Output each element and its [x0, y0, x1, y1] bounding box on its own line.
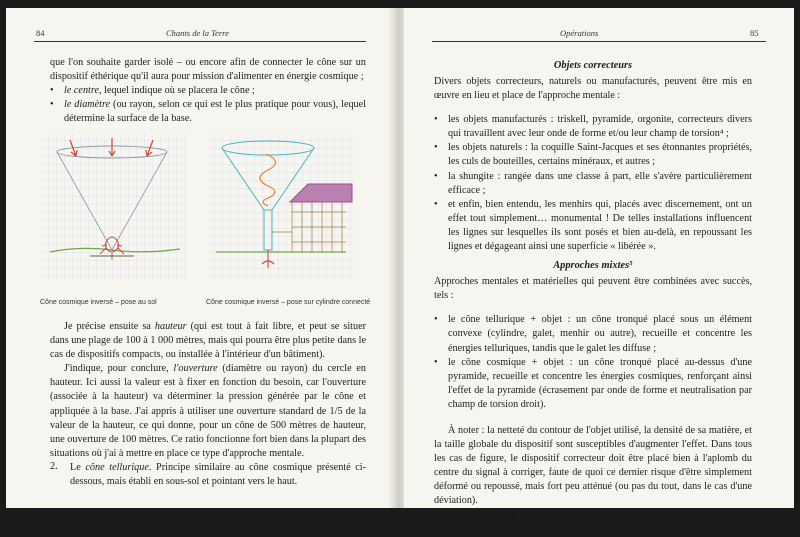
body-text-block: [50, 320, 366, 461]
figure-cone-ground: [40, 132, 190, 282]
term: cône tellurique: [85, 462, 149, 473]
list-item: [50, 84, 366, 98]
bullet-glyph: •: [434, 198, 438, 210]
list-item: [434, 170, 752, 198]
list-item-text: les objets manufacturés : triskell, pyramide, orgonite, correcteurs divers qui travaillent avec leur onde de forme et/ou leur champ de torsion⁴ ;: [448, 114, 752, 140]
list-item: [434, 141, 752, 169]
running-head: Opérations: [560, 28, 599, 38]
text-span: Je précise ensuite sa: [64, 321, 155, 332]
top-text-block: [50, 56, 366, 126]
figure-caption: Cône cosmique inversé – pose sur cylindre connecté: [206, 299, 371, 306]
paragraph: Ces déviations peuvent, du reste, dans certains cas de figure, être intentionnelles et valablement servir l'objectif d'harmonisation.: [434, 509, 752, 535]
list-item-text: et enfin, bien entendu, les menhirs qui, placés avec discernement, ont un effet tout simplement… monumental ! De telles installations influencent les lignes sur lesquelles ils sont posés et bien au-delà, en repoussant les lignes et dégageant ainsi une superficie « libérée ».: [448, 198, 752, 253]
section-heading: Approches mixtes⁵: [553, 260, 633, 272]
bullet-glyph: •: [434, 114, 438, 126]
list-item-text: (ou rayon, selon ce qui est le plus pratique pour vous), lequel détermine la surface de la base.: [64, 99, 366, 125]
text-span: (qui est tout à fait libre, et peut se situer dans une plage de 100 à 1 000 mètres, mais qui pourra être plus petite dans le cas de dispositifs compacts, ou installée à l'intérieur d'un bâtiment).: [50, 321, 366, 361]
paragraph: Approches mentales et matérielles qui peuvent être combinées avec succès, tels :: [434, 276, 752, 302]
list-item: [434, 313, 752, 355]
list-item-text: le cône cosmique + objet : un cône tronqué placé au-dessus d'une pyramide, recueille et concentre les énergies cosmiques, renforçant ainsi l'effet de la pyramide (écrasement par onde de forme et neutralisation par champ de torsion droit).: [448, 356, 752, 410]
bullet-glyph: •: [50, 99, 54, 111]
bullet-list: [434, 313, 752, 412]
text-span: (diamètre ou rayon) du cercle en hauteur. Ici aussi la valeur est à fixer en fonction du besoin, car l'ouverture (associée à la hauteur) va déterminer la pression générée par le cône et appliquée à la base. J'ai appris à utiliser une ouverture standard de 1/5 de la valeur de la hauteur, ce qui donne, pour un cône de 500 mètres de hauteur, une ouverture de 100 mètres. Ce ratio fonctionne fort bien dans la plupart des situations où j'ai à mettre en place ce type d'approche mentale.: [50, 363, 366, 459]
bullet-glyph: •: [50, 85, 54, 97]
paragraph: Divers objets correcteurs, naturels ou manufacturés, peuvent être mis en œuvre en lieu et place de l'approche mentale :: [434, 76, 752, 102]
numbered-item: [50, 461, 366, 489]
item-number: 2.: [50, 461, 58, 472]
bullet-list: [434, 113, 752, 254]
text-span: J'indique, pour conclure,: [64, 363, 174, 375]
running-head: Chants de la Terre: [166, 28, 229, 38]
paragraph: [50, 362, 366, 461]
bullet-glyph: •: [434, 356, 438, 368]
page-number: 85: [750, 28, 759, 38]
term: le centre: [64, 85, 99, 97]
list-item-text: la shungite : rangée dans une classe à part, elle s'avère particulièrement efficace ;: [448, 170, 752, 196]
continuation-text: que l'on souhaite garder isolé – ou encore afin de connecter le cône sur un dispositif éthérique qu'il aura pour mission d'alimenter en énergie cosmique ;: [50, 57, 366, 83]
term: hauteur: [154, 321, 187, 332]
text-span: . Principe similaire au cône cosmique présenté ci-dessous, mais établi en sous-sol et pointant vers le haut.: [70, 462, 367, 488]
section-heading: Objets correcteurs: [553, 60, 633, 71]
bullet-glyph: •: [434, 142, 438, 154]
bullet-glyph: •: [434, 314, 438, 326]
list-item: [434, 198, 752, 254]
right-text-block: [434, 60, 752, 537]
text-span: Le: [70, 462, 86, 473]
page-number: 84: [36, 28, 45, 38]
graph-paper: [42, 134, 188, 280]
list-item-text: , lequel indique où se placera le cône ;: [98, 85, 255, 97]
paragraph: [50, 320, 366, 362]
header-rule: [432, 41, 766, 42]
list-item-text: les objets naturels : la coquille Saint-Jacques et ses étonnantes propriétés, les culs de bouteilles, certains minéraux, et autres ;: [448, 142, 752, 168]
term: l'ouverture: [173, 363, 218, 375]
note-paragraph: À noter : la netteté du contour de l'objet utilisé, la densité de sa matière, et la taille globale du dispositif sont susceptibles d'augmenter l'effet. Dans tous les cas de figure, le dispositif correcteur doit être placé bien à l'aplomb du centre du signal à corriger, faute de quoi ce dernier risque d'être simplement déformé ou repoussé, mais fort peu atténué (ou pas du tout, dans le cas d'une déviation).: [434, 424, 752, 507]
list-item: [434, 113, 752, 141]
left-page: [6, 8, 392, 508]
header-rule: [34, 41, 366, 42]
term: le diamètre: [64, 99, 111, 111]
list-item: [434, 356, 752, 412]
figure-caption: Cône cosmique inversé – pose au sol: [40, 299, 157, 306]
list-item: [50, 98, 366, 126]
list-item-text: le cône tellurique + objet : un cône tronqué placé sous un élément convexe (cylindre, galet, menhir ou autre), recueille et concentre les énergies telluriques, tandis que le galet les diffuse ;: [448, 314, 752, 354]
bullet-glyph: •: [434, 170, 438, 182]
bullet-list: [50, 84, 366, 126]
right-page: [404, 8, 794, 535]
figure-cone-cylinder: [206, 132, 356, 282]
item-text: [50, 461, 366, 489]
